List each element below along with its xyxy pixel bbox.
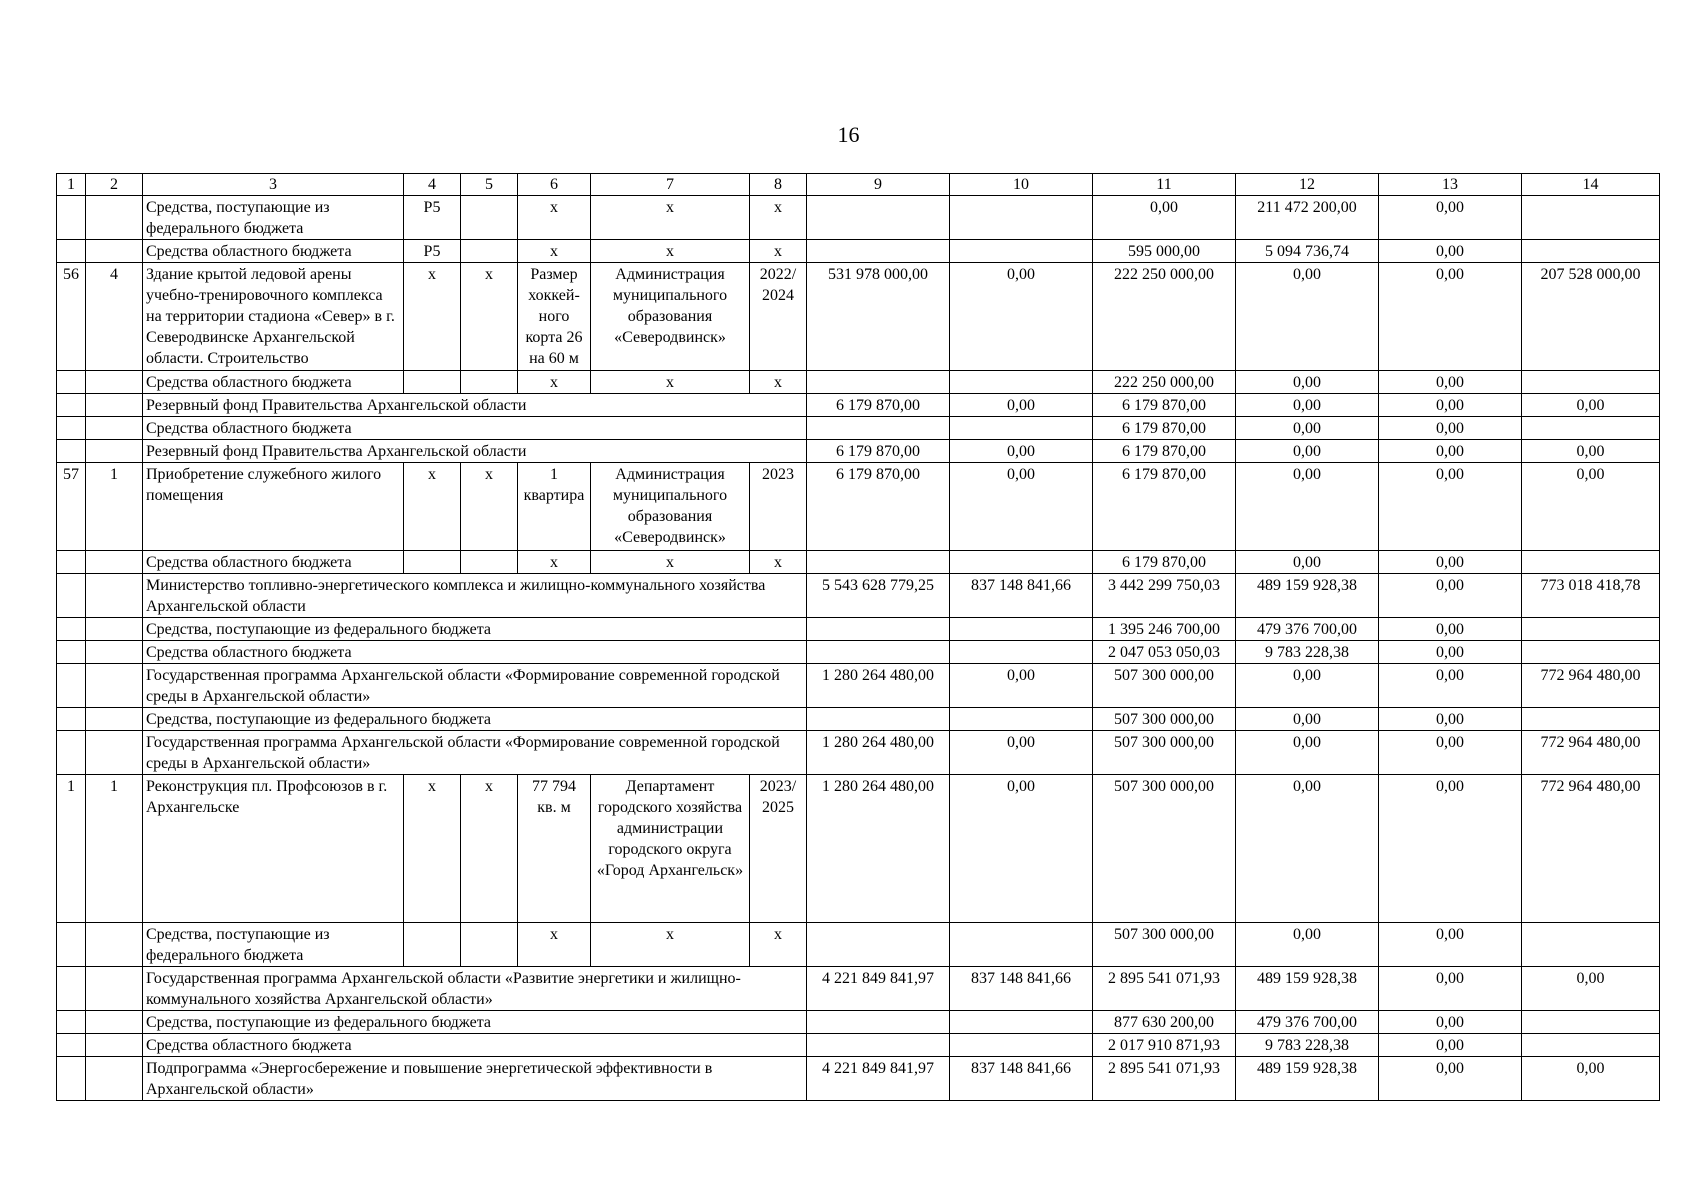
table-row: [57, 1057, 1660, 1101]
header-cell: 3: [143, 174, 404, 196]
customer-cell: Департамент городского хозяйства администрации городского округа «Город Архангельск»: [591, 775, 750, 923]
amount-cell: 0,00: [1379, 440, 1522, 463]
row-number-cell: [57, 923, 86, 967]
amount-cell: [950, 923, 1093, 967]
header-row: [57, 174, 1660, 196]
description-cell: Средства областного бюджета: [143, 371, 404, 394]
code-cell: х: [461, 463, 518, 551]
item-number-cell: [86, 240, 143, 263]
row-number-cell: [57, 967, 86, 1011]
table-row: [57, 967, 1660, 1011]
amount-cell: 6 179 870,00: [1093, 394, 1236, 417]
header-cell: 7: [591, 174, 750, 196]
amount-cell: 1 280 264 480,00: [807, 775, 950, 923]
description-cell: Резервный фонд Правительства Архангельской области: [143, 394, 807, 417]
amount-cell: 0,00: [1379, 417, 1522, 440]
amount-cell: 0,00: [1236, 394, 1379, 417]
amount-cell: 0,00: [1379, 1034, 1522, 1057]
description-cell: Государственная программа Архангельской области «Формирование современной городской среды в Архангельской области»: [143, 664, 807, 708]
amount-cell: 0,00: [1379, 371, 1522, 394]
description-cell: Средства, поступающие из федерального бюджета: [143, 923, 404, 967]
amount-cell: 3 442 299 750,03: [1093, 574, 1236, 618]
table-row: [57, 708, 1660, 731]
period-cell: х: [750, 551, 807, 574]
amount-cell: 0,00: [1379, 263, 1522, 371]
customer-cell: Администрация муниципального образования «Северодвинск»: [591, 463, 750, 551]
amount-cell: 837 148 841,66: [950, 1057, 1093, 1101]
table-row: [57, 641, 1660, 664]
amount-cell: 6 179 870,00: [1093, 551, 1236, 574]
amount-cell: [1522, 1011, 1660, 1034]
code-cell: х: [404, 263, 461, 371]
item-number-cell: [86, 371, 143, 394]
row-number-cell: [57, 1057, 86, 1101]
amount-cell: 6 179 870,00: [1093, 417, 1236, 440]
amount-cell: 0,00: [950, 440, 1093, 463]
amount-cell: [807, 1011, 950, 1034]
row-number-cell: [57, 641, 86, 664]
row-number-cell: 1: [57, 775, 86, 923]
code-cell: [461, 551, 518, 574]
code-cell: [461, 240, 518, 263]
amount-cell: 0,00: [1379, 775, 1522, 923]
amount-cell: [950, 240, 1093, 263]
amount-cell: 0,00: [1379, 196, 1522, 240]
amount-cell: 6 179 870,00: [807, 463, 950, 551]
amount-cell: 0,00: [1236, 417, 1379, 440]
table-row: [57, 240, 1660, 263]
row-number-cell: 57: [57, 463, 86, 551]
amount-cell: 0,00: [1379, 1057, 1522, 1101]
code-cell: х: [461, 263, 518, 371]
amount-cell: 0,00: [1522, 1057, 1660, 1101]
table-row: [57, 440, 1660, 463]
amount-cell: [950, 371, 1093, 394]
amount-cell: 489 159 928,38: [1236, 967, 1379, 1011]
table-row: [57, 263, 1660, 371]
amount-cell: 0,00: [1236, 440, 1379, 463]
code-cell: [461, 196, 518, 240]
header-cell: 13: [1379, 174, 1522, 196]
amount-cell: [807, 923, 950, 967]
amount-cell: 5 543 628 779,25: [807, 574, 950, 618]
description-cell: Реконструкция пл. Профсоюзов в г. Архангельске: [143, 775, 404, 923]
amount-cell: 0,00: [1379, 394, 1522, 417]
item-number-cell: [86, 1011, 143, 1034]
amount-cell: 6 179 870,00: [807, 394, 950, 417]
customer-cell: Администрация муниципального образования «Северодвинск»: [591, 263, 750, 371]
description-cell: Средства областного бюджета: [143, 240, 404, 263]
description-cell: Приобретение служебного жилого помещения: [143, 463, 404, 551]
amount-cell: 5 094 736,74: [1236, 240, 1379, 263]
row-number-cell: [57, 394, 86, 417]
item-number-cell: [86, 551, 143, 574]
table-row: [57, 1011, 1660, 1034]
amount-cell: 9 783 228,38: [1236, 641, 1379, 664]
code-cell: Р5: [404, 196, 461, 240]
amount-cell: 0,00: [1379, 923, 1522, 967]
capacity-cell: 77 794 кв. м: [518, 775, 591, 923]
amount-cell: 2 895 541 071,93: [1093, 967, 1236, 1011]
description-cell: Средства, поступающие из федерального бюджета: [143, 708, 807, 731]
row-number-cell: [57, 196, 86, 240]
amount-cell: [1522, 1034, 1660, 1057]
amount-cell: 0,00: [950, 664, 1093, 708]
description-cell: Подпрограмма «Энергосбережение и повышение энергетической эффективности в Архангельской области»: [143, 1057, 807, 1101]
amount-cell: 207 528 000,00: [1522, 263, 1660, 371]
amount-cell: [950, 551, 1093, 574]
code-cell: [461, 923, 518, 967]
row-number-cell: [57, 1034, 86, 1057]
amount-cell: 6 179 870,00: [1093, 440, 1236, 463]
amount-cell: 507 300 000,00: [1093, 664, 1236, 708]
period-cell: х: [750, 196, 807, 240]
amount-cell: 6 179 870,00: [1093, 463, 1236, 551]
customer-cell: х: [591, 551, 750, 574]
amount-cell: 0,00: [1522, 463, 1660, 551]
amount-cell: 4 221 849 841,97: [807, 967, 950, 1011]
amount-cell: [807, 417, 950, 440]
capacity-cell: х: [518, 551, 591, 574]
amount-cell: 0,00: [1093, 196, 1236, 240]
code-cell: х: [404, 775, 461, 923]
description-cell: Средства, поступающие из федерального бюджета: [143, 618, 807, 641]
description-cell: Средства, поступающие из федерального бюджета: [143, 1011, 807, 1034]
header-cell: 4: [404, 174, 461, 196]
amount-cell: [1522, 708, 1660, 731]
customer-cell: х: [591, 371, 750, 394]
amount-cell: 4 221 849 841,97: [807, 1057, 950, 1101]
period-cell: 2023/ 2025: [750, 775, 807, 923]
amount-cell: 222 250 000,00: [1093, 371, 1236, 394]
amount-cell: [1522, 240, 1660, 263]
row-number-cell: [57, 731, 86, 775]
amount-cell: 0,00: [1236, 708, 1379, 731]
page-number: 16: [837, 122, 860, 147]
period-cell: 2023: [750, 463, 807, 551]
table-row: [57, 196, 1660, 240]
amount-cell: 0,00: [1379, 1011, 1522, 1034]
row-number-cell: [57, 708, 86, 731]
capacity-cell: 1 квартира: [518, 463, 591, 551]
amount-cell: 772 964 480,00: [1522, 731, 1660, 775]
amount-cell: 0,00: [1236, 731, 1379, 775]
amount-cell: 0,00: [1522, 440, 1660, 463]
amount-cell: 0,00: [1522, 394, 1660, 417]
amount-cell: [807, 641, 950, 664]
amount-cell: 0,00: [950, 775, 1093, 923]
amount-cell: 0,00: [950, 263, 1093, 371]
code-cell: [404, 923, 461, 967]
period-cell: 2022/ 2024: [750, 263, 807, 371]
amount-cell: [807, 708, 950, 731]
amount-cell: 9 783 228,38: [1236, 1034, 1379, 1057]
amount-cell: 0,00: [1236, 551, 1379, 574]
amount-cell: 0,00: [1379, 731, 1522, 775]
amount-cell: 837 148 841,66: [950, 574, 1093, 618]
amount-cell: [950, 708, 1093, 731]
amount-cell: 772 964 480,00: [1522, 775, 1660, 923]
amount-cell: [1522, 641, 1660, 664]
amount-cell: 531 978 000,00: [807, 263, 950, 371]
capacity-cell: х: [518, 923, 591, 967]
amount-cell: 0,00: [1236, 923, 1379, 967]
amount-cell: 0,00: [1236, 263, 1379, 371]
amount-cell: 211 472 200,00: [1236, 196, 1379, 240]
code-cell: х: [461, 775, 518, 923]
table-row: [57, 394, 1660, 417]
description-cell: Государственная программа Архангельской области «Развитие энергетики и жилищно-коммунального хозяйства Архангельской области»: [143, 967, 807, 1011]
capacity-cell: х: [518, 196, 591, 240]
amount-cell: [950, 618, 1093, 641]
item-number-cell: [86, 1034, 143, 1057]
amount-cell: 0,00: [1236, 775, 1379, 923]
amount-cell: 0,00: [950, 731, 1093, 775]
amount-cell: 0,00: [1379, 574, 1522, 618]
amount-cell: 479 376 700,00: [1236, 1011, 1379, 1034]
customer-cell: х: [591, 240, 750, 263]
item-number-cell: [86, 618, 143, 641]
item-number-cell: [86, 731, 143, 775]
row-number-cell: [57, 1011, 86, 1034]
amount-cell: 0,00: [1379, 967, 1522, 1011]
row-number-cell: [57, 371, 86, 394]
header-cell: 5: [461, 174, 518, 196]
amount-cell: 0,00: [1236, 371, 1379, 394]
amount-cell: 0,00: [1522, 967, 1660, 1011]
amount-cell: 0,00: [1379, 551, 1522, 574]
amount-cell: [950, 1034, 1093, 1057]
table-row: [57, 618, 1660, 641]
item-number-cell: 4: [86, 263, 143, 371]
amount-cell: 595 000,00: [1093, 240, 1236, 263]
amount-cell: [807, 618, 950, 641]
row-number-cell: [57, 240, 86, 263]
row-number-cell: 56: [57, 263, 86, 371]
item-number-cell: [86, 417, 143, 440]
amount-cell: 0,00: [950, 463, 1093, 551]
description-cell: Здание крытой ледовой арены учебно-тренировочного комплекса на территории стадиона «Север» в г. Северодвинске Архангельской области. Строительство: [143, 263, 404, 371]
customer-cell: х: [591, 196, 750, 240]
header-cell: 9: [807, 174, 950, 196]
code-cell: [404, 371, 461, 394]
customer-cell: х: [591, 923, 750, 967]
code-cell: [461, 371, 518, 394]
table-row: [57, 923, 1660, 967]
amount-cell: [950, 641, 1093, 664]
header-cell: 14: [1522, 174, 1660, 196]
amount-cell: 0,00: [1379, 708, 1522, 731]
amount-cell: [807, 551, 950, 574]
amount-cell: [807, 1034, 950, 1057]
item-number-cell: 1: [86, 463, 143, 551]
amount-cell: 507 300 000,00: [1093, 923, 1236, 967]
amount-cell: [950, 417, 1093, 440]
item-number-cell: [86, 196, 143, 240]
amount-cell: [1522, 923, 1660, 967]
item-number-cell: [86, 967, 143, 1011]
header-cell: 8: [750, 174, 807, 196]
description-cell: Средства областного бюджета: [143, 551, 404, 574]
item-number-cell: [86, 708, 143, 731]
row-number-cell: [57, 574, 86, 618]
item-number-cell: [86, 394, 143, 417]
table-row: [57, 1034, 1660, 1057]
amount-cell: [807, 196, 950, 240]
description-cell: Средства областного бюджета: [143, 641, 807, 664]
amount-cell: 479 376 700,00: [1236, 618, 1379, 641]
description-cell: Средства областного бюджета: [143, 417, 807, 440]
description-cell: Средства областного бюджета: [143, 1034, 807, 1057]
amount-cell: 837 148 841,66: [950, 967, 1093, 1011]
header-cell: 11: [1093, 174, 1236, 196]
budget-table: [56, 173, 1660, 1101]
amount-cell: 2 047 053 050,03: [1093, 641, 1236, 664]
header-cell: 6: [518, 174, 591, 196]
capacity-cell: х: [518, 371, 591, 394]
amount-cell: 507 300 000,00: [1093, 708, 1236, 731]
amount-cell: 2 017 910 871,93: [1093, 1034, 1236, 1057]
table-row: [57, 574, 1660, 618]
amount-cell: [1522, 417, 1660, 440]
row-number-cell: [57, 417, 86, 440]
description-cell: Средства, поступающие из федерального бюджета: [143, 196, 404, 240]
amount-cell: 0,00: [1379, 240, 1522, 263]
table-row: [57, 463, 1660, 551]
amount-cell: 0,00: [1379, 618, 1522, 641]
row-number-cell: [57, 664, 86, 708]
description-cell: Резервный фонд Правительства Архангельской области: [143, 440, 807, 463]
table-row: [57, 551, 1660, 574]
amount-cell: 773 018 418,78: [1522, 574, 1660, 618]
header-cell: 1: [57, 174, 86, 196]
amount-cell: 489 159 928,38: [1236, 574, 1379, 618]
code-cell: х: [404, 463, 461, 551]
capacity-cell: х: [518, 240, 591, 263]
amount-cell: 2 895 541 071,93: [1093, 1057, 1236, 1101]
amount-cell: [1522, 371, 1660, 394]
header-cell: 10: [950, 174, 1093, 196]
period-cell: х: [750, 240, 807, 263]
amount-cell: [807, 371, 950, 394]
amount-cell: 772 964 480,00: [1522, 664, 1660, 708]
amount-cell: 0,00: [1379, 641, 1522, 664]
description-cell: Министерство топливно-энергетического комплекса и жилищно-коммунального хозяйства Архангельской области: [143, 574, 807, 618]
item-number-cell: [86, 641, 143, 664]
code-cell: [404, 551, 461, 574]
amount-cell: 507 300 000,00: [1093, 775, 1236, 923]
table-row: [57, 775, 1660, 923]
amount-cell: [1522, 196, 1660, 240]
amount-cell: [1522, 551, 1660, 574]
amount-cell: 877 630 200,00: [1093, 1011, 1236, 1034]
row-number-cell: [57, 551, 86, 574]
item-number-cell: [86, 440, 143, 463]
amount-cell: 0,00: [1236, 463, 1379, 551]
amount-cell: 1 280 264 480,00: [807, 731, 950, 775]
amount-cell: 1 280 264 480,00: [807, 664, 950, 708]
item-number-cell: [86, 574, 143, 618]
amount-cell: 0,00: [1236, 664, 1379, 708]
period-cell: х: [750, 371, 807, 394]
amount-cell: 1 395 246 700,00: [1093, 618, 1236, 641]
table-row: [57, 731, 1660, 775]
amount-cell: 0,00: [1379, 463, 1522, 551]
amount-cell: 507 300 000,00: [1093, 731, 1236, 775]
table-row: [57, 417, 1660, 440]
amount-cell: [807, 240, 950, 263]
code-cell: Р5: [404, 240, 461, 263]
amount-cell: 6 179 870,00: [807, 440, 950, 463]
row-number-cell: [57, 618, 86, 641]
amount-cell: [1522, 618, 1660, 641]
row-number-cell: [57, 440, 86, 463]
amount-cell: 222 250 000,00: [1093, 263, 1236, 371]
amount-cell: 489 159 928,38: [1236, 1057, 1379, 1101]
table-row: [57, 664, 1660, 708]
amount-cell: [950, 1011, 1093, 1034]
item-number-cell: [86, 664, 143, 708]
table-row: [57, 371, 1660, 394]
header-cell: 2: [86, 174, 143, 196]
item-number-cell: 1: [86, 775, 143, 923]
amount-cell: 0,00: [1379, 664, 1522, 708]
period-cell: х: [750, 923, 807, 967]
capacity-cell: Размер хоккей-ного корта 26 на 60 м: [518, 263, 591, 371]
item-number-cell: [86, 923, 143, 967]
amount-cell: 0,00: [950, 394, 1093, 417]
description-cell: Государственная программа Архангельской области «Формирование современной городской среды в Архангельской области»: [143, 731, 807, 775]
amount-cell: [950, 196, 1093, 240]
item-number-cell: [86, 1057, 143, 1101]
header-cell: 12: [1236, 174, 1379, 196]
